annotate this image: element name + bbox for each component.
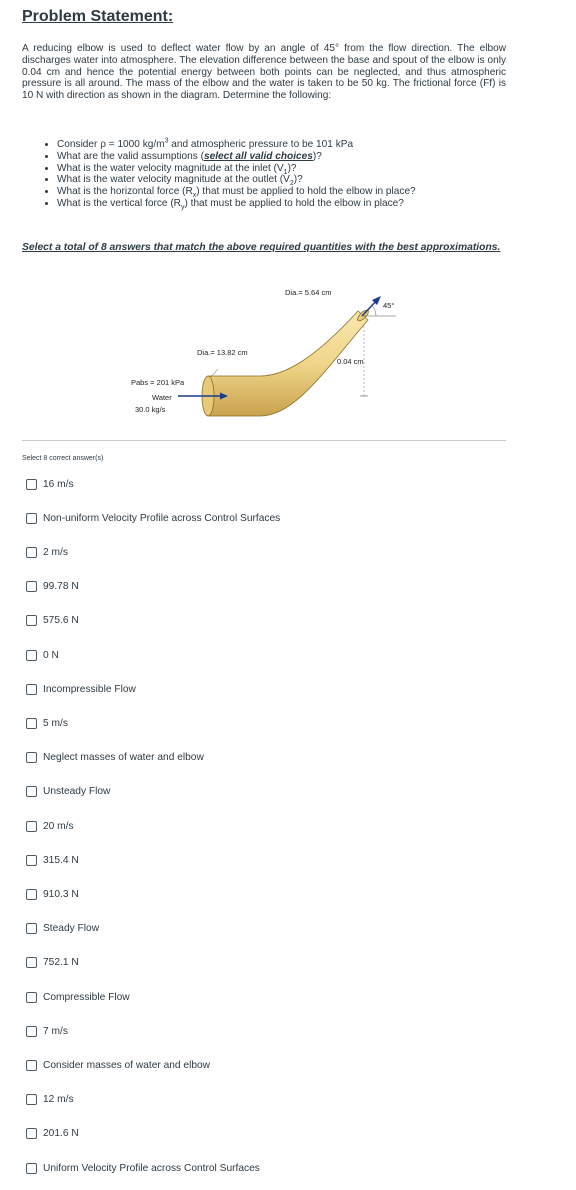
answer-label: 575.6 N: [43, 615, 79, 627]
requirements-list: [40, 139, 537, 210]
answer-option[interactable]: [26, 510, 280, 526]
answer-label: Neglect masses of water and elbow: [43, 752, 204, 764]
subscript: 2: [289, 180, 294, 188]
answer-label: 910.3 N: [43, 888, 79, 900]
answer-option[interactable]: [26, 476, 74, 492]
answer-option[interactable]: [26, 921, 99, 937]
answer-option[interactable]: [26, 750, 204, 766]
subscript: x: [192, 192, 197, 200]
answer-label: 12 m/s: [43, 1094, 74, 1106]
answer-checkbox[interactable]: [26, 615, 37, 626]
requirement-item: [57, 174, 537, 186]
answer-option[interactable]: [26, 579, 79, 595]
requirement-text: and atmospheric pressure to be 101 kPa: [168, 139, 354, 150]
select-count-label: Select 8 correct answer(s): [22, 455, 104, 462]
section-divider: [22, 440, 506, 441]
answer-checkbox[interactable]: [26, 547, 37, 558]
requirement-text: What is the vertical force (R: [57, 197, 181, 209]
answer-option[interactable]: [26, 1057, 210, 1073]
requirement-text: ) that must be applied to hold the elbow in place?: [196, 186, 416, 198]
answer-label: 315.4 N: [43, 854, 79, 866]
answer-label: 0 N: [43, 649, 59, 661]
answer-option[interactable]: [26, 784, 110, 800]
elevation-label: 0.04 cm: [337, 357, 364, 366]
answer-checkbox[interactable]: [26, 821, 37, 832]
selection-instruction: Select a total of 8 answers that match the above required quantities with the best approximations.: [22, 242, 501, 253]
answer-checkbox[interactable]: [26, 650, 37, 661]
answer-label: Compressible Flow: [43, 991, 130, 1003]
pressure-label: Pabs = 201 kPa: [131, 378, 185, 387]
requirement-text: What is the water velocity magnitude at the outlet (V: [57, 174, 290, 186]
answer-checkbox[interactable]: [26, 684, 37, 695]
answer-checkbox[interactable]: [26, 923, 37, 934]
answer-checkbox[interactable]: [26, 581, 37, 592]
fluid-label: Water: [152, 393, 172, 402]
answer-option[interactable]: [26, 818, 74, 834]
requirement-text: ) that must be applied to hold the elbow in place?: [184, 197, 404, 209]
inlet-diameter-label: Dia.= 13.82 cm: [197, 348, 248, 357]
requirement-item: [57, 163, 537, 175]
requirement-text: What are the valid assumptions (: [57, 150, 204, 162]
superscript: 3: [164, 137, 169, 145]
subscript: 1: [283, 168, 288, 176]
answer-label: Non-uniform Velocity Profile across Control Surfaces: [43, 512, 281, 524]
answer-checkbox[interactable]: [26, 1094, 37, 1105]
answer-label: Incompressible Flow: [43, 683, 136, 695]
answer-option[interactable]: [26, 989, 130, 1005]
answer-label: Unsteady Flow: [43, 786, 111, 798]
answer-checkbox[interactable]: [26, 992, 37, 1003]
requirement-item: [57, 151, 537, 163]
requirement-text: )?: [293, 174, 303, 186]
answer-label: 16 m/s: [43, 478, 74, 490]
answer-checkbox[interactable]: [26, 786, 37, 797]
answer-checkbox[interactable]: [26, 479, 37, 490]
answer-option[interactable]: [26, 647, 59, 663]
emphasis-text: select all valid choices: [204, 150, 313, 162]
angle-label: 45°: [383, 301, 395, 310]
answer-checkbox[interactable]: [26, 889, 37, 900]
requirement-item: [57, 186, 537, 198]
answer-label: Uniform Velocity Profile across Control Surfaces: [43, 1162, 260, 1174]
answer-label: 7 m/s: [43, 1025, 68, 1037]
problem-intro: A reducing elbow is used to deflect water flow by an angle of 45° from the flow direction. The elbow discharges water into atmosphere. The elevation difference between the base and spout of the elbow is only 0.04 cm and hence the potential energy between both points can be neglected, and thus atmospheric pressure is all around. The mass of the elbow and the water is taken to be 50 kg. The frictional force (Ff) is 10 N with direction as shown in the diagram. Determine the following:: [22, 43, 506, 102]
answer-checkbox[interactable]: [26, 513, 37, 524]
outlet-diameter-label: Dia.= 5.64 cm: [285, 288, 332, 297]
answer-option[interactable]: [26, 1126, 79, 1142]
answer-option[interactable]: [26, 1160, 260, 1176]
mass-flow-label: 30.0 kg/s: [135, 405, 166, 414]
requirement-text: )?: [312, 150, 322, 162]
answer-label: 752.1 N: [43, 957, 79, 969]
subscript: y: [180, 204, 185, 211]
reducing-elbow-diagram: [100, 278, 400, 438]
answer-option[interactable]: [26, 886, 79, 902]
answer-label: 201.6 N: [43, 1128, 79, 1140]
answer-label: Steady Flow: [43, 923, 100, 935]
answer-label: 2 m/s: [43, 546, 68, 558]
requirement-text: What is the water velocity magnitude at the inlet (V: [57, 162, 284, 174]
answer-checkbox[interactable]: [26, 957, 37, 968]
angle-arc: [372, 306, 376, 316]
answer-checkbox[interactable]: [26, 855, 37, 866]
answer-checkbox[interactable]: [26, 752, 37, 763]
answer-option[interactable]: [26, 715, 68, 731]
answer-label: 5 m/s: [43, 717, 68, 729]
answer-option[interactable]: [26, 1092, 74, 1108]
answer-checkbox[interactable]: [26, 1026, 37, 1037]
answer-option[interactable]: [26, 1023, 68, 1039]
requirement-item: [57, 198, 537, 210]
answer-option[interactable]: [26, 955, 79, 971]
requirement-text: What is the horizontal force (R: [57, 186, 193, 198]
answer-label: 20 m/s: [43, 820, 74, 832]
answer-checkbox[interactable]: [26, 1060, 37, 1071]
answer-option[interactable]: [26, 544, 68, 560]
answer-label: Consider masses of water and elbow: [43, 1059, 211, 1071]
answer-option[interactable]: [26, 681, 136, 697]
answer-option[interactable]: [26, 852, 79, 868]
requirement-text: )?: [287, 162, 297, 174]
problem-title: Problem Statement:: [22, 8, 174, 25]
answer-option[interactable]: [26, 613, 79, 629]
answer-checkbox[interactable]: [26, 1128, 37, 1139]
requirement-item: [57, 139, 537, 151]
answer-checkbox[interactable]: [26, 1163, 37, 1174]
answer-checkbox[interactable]: [26, 718, 37, 729]
requirement-text: Consider ρ = 1000 kg/m: [57, 139, 165, 150]
answer-label: 99.78 N: [43, 581, 79, 593]
